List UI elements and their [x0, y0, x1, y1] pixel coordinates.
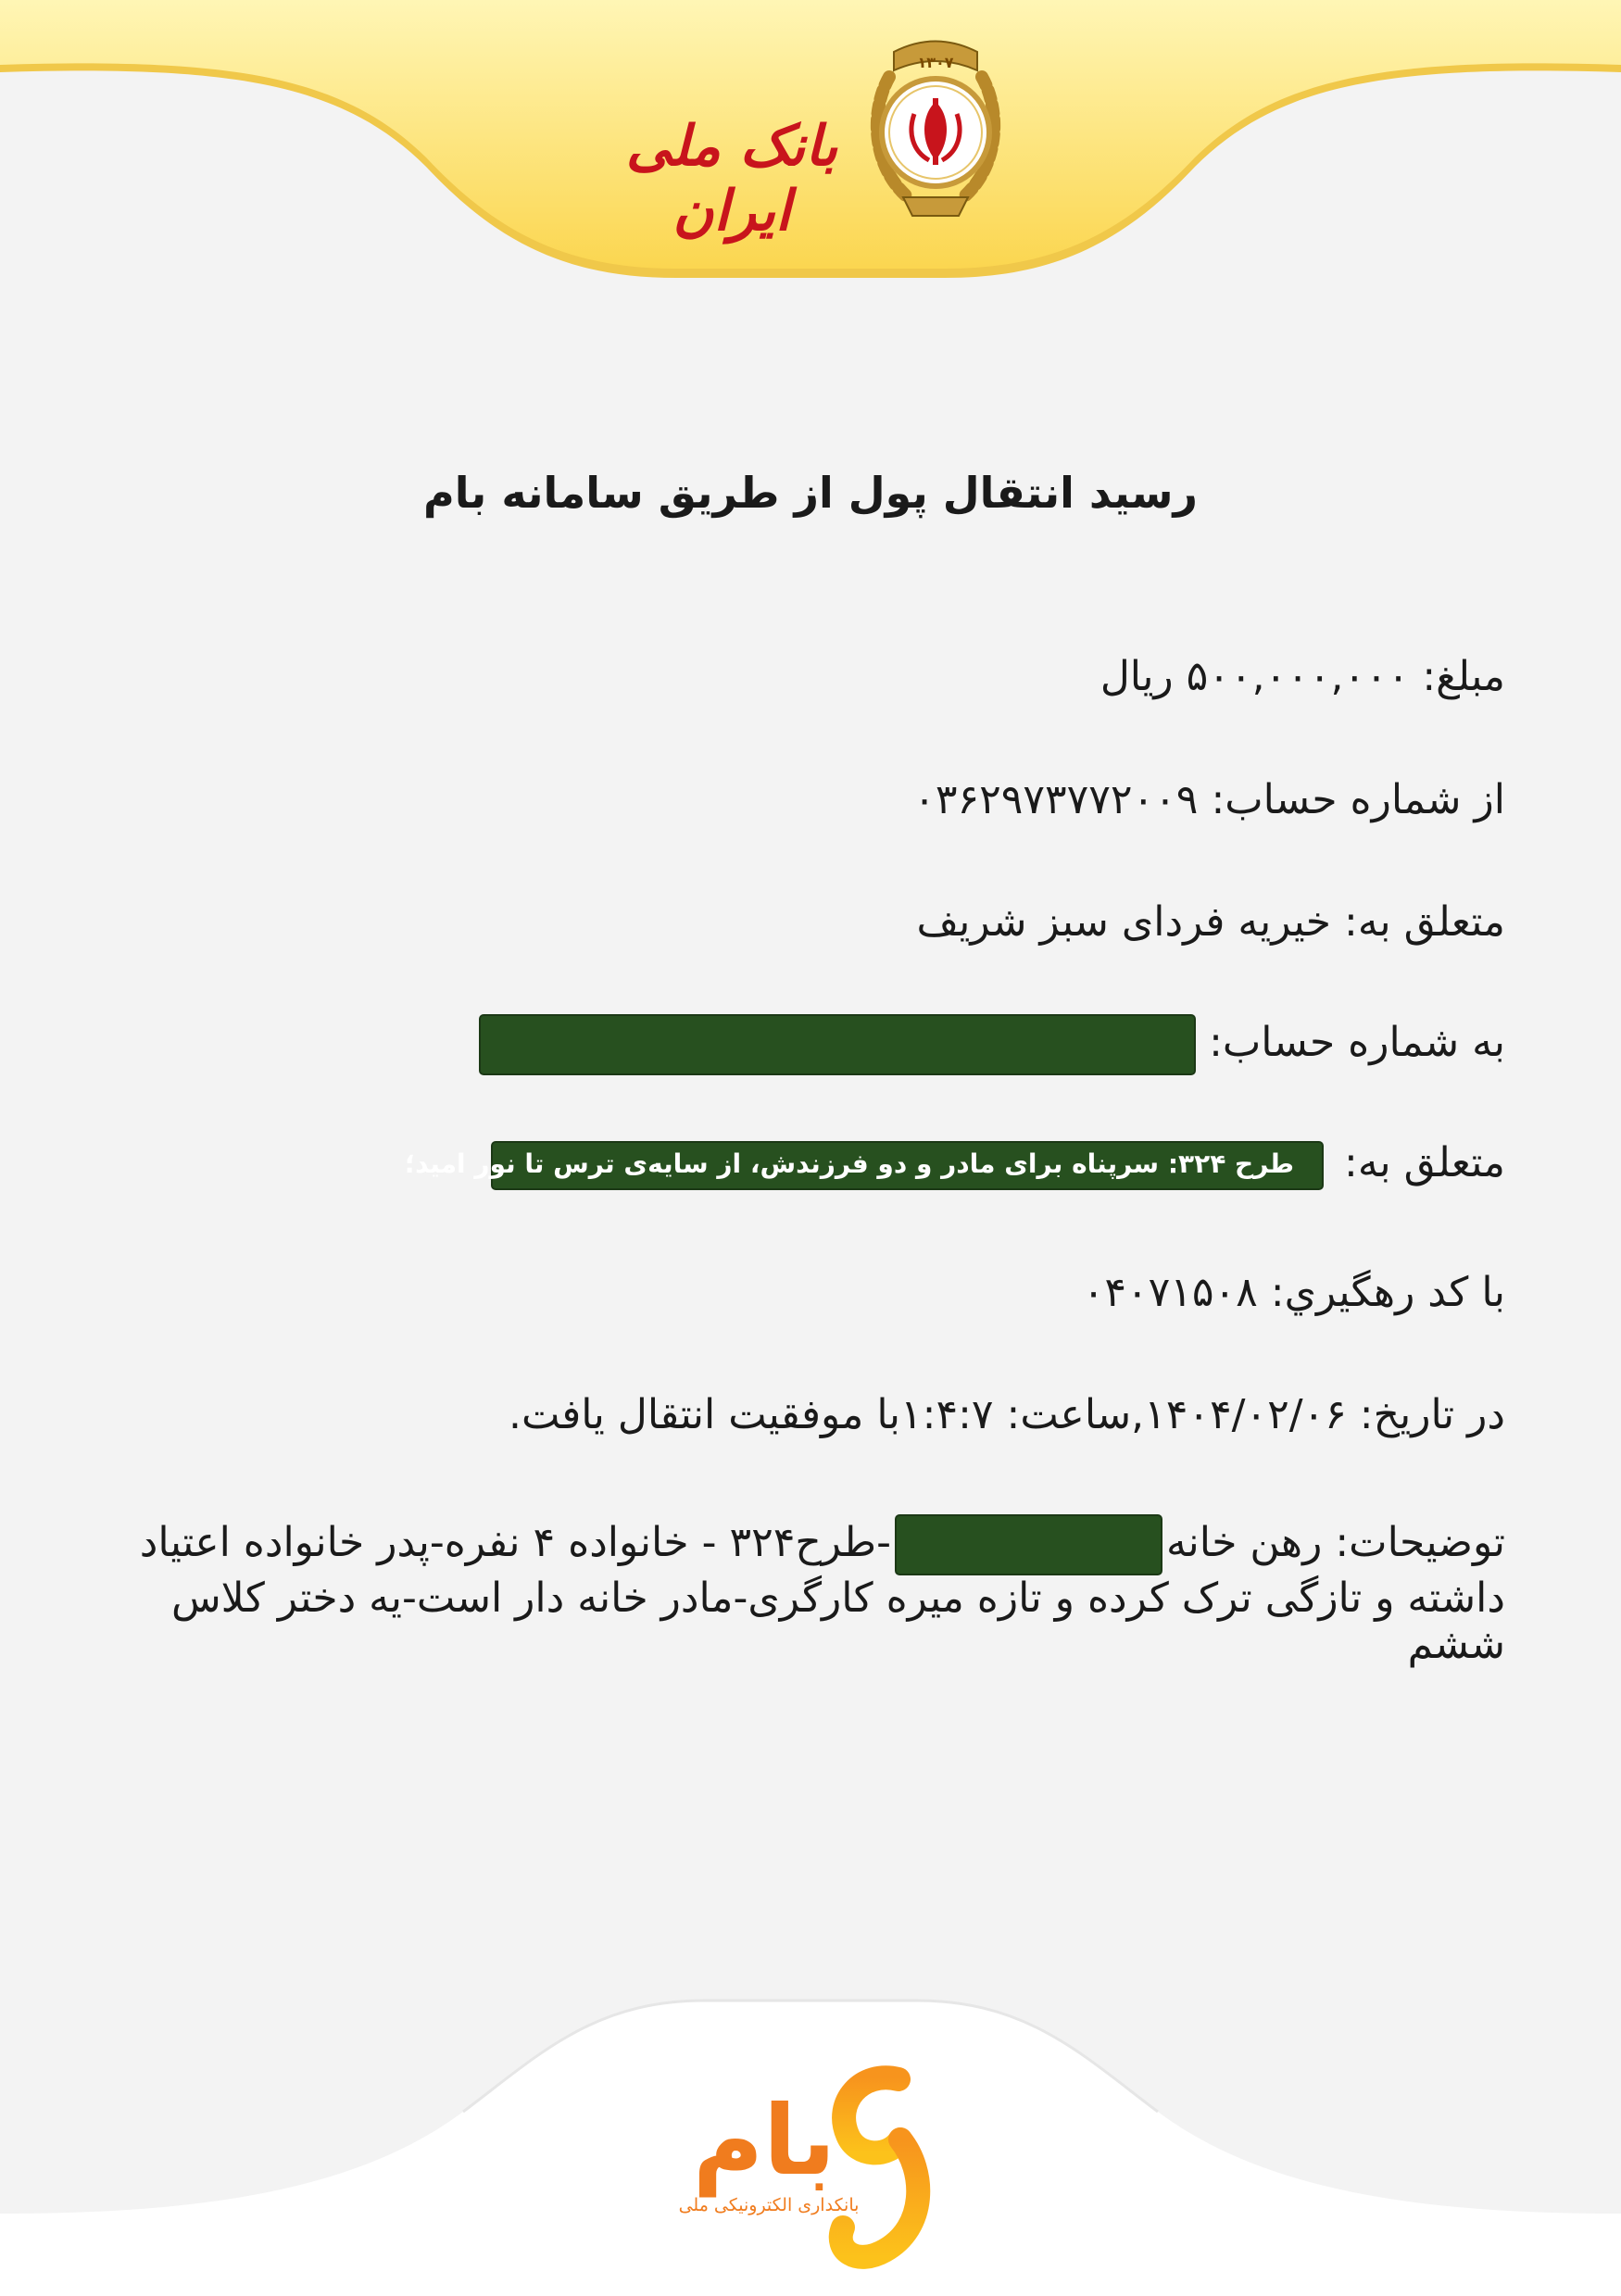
emblem-year: ۱۳۰۷ — [917, 54, 954, 71]
from-account-label: از شماره حساب: — [1211, 776, 1505, 823]
amount-row — [1100, 653, 1505, 700]
amount-value: ۵۰۰,۰۰۰,۰۰۰ ریال — [1100, 653, 1410, 700]
bank-name: بانک ملی ایران — [625, 114, 838, 244]
to-owner-row — [404, 1139, 1505, 1190]
tracking-row — [1083, 1269, 1505, 1316]
to-account-redaction — [479, 1014, 1196, 1075]
description-label: توضیحات: — [1335, 1519, 1505, 1566]
description — [116, 1514, 1505, 1668]
bank-logo — [611, 26, 1019, 244]
from-owner-label: متعلق به: — [1344, 898, 1505, 946]
to-owner-overlay: طرح ۳۲۴: سرپناه برای مادر و دو فرزندش، از سایه‌ی ترس تا نور امید؛ — [491, 1141, 1324, 1190]
from-account-value: ۰۳۶۲۹۷۳۷۷۲۰۰۹ — [913, 776, 1199, 823]
bank-emblem — [857, 26, 1014, 230]
date-row — [509, 1391, 1505, 1438]
bam-subtitle: بانکداری الکترونیکی ملی — [678, 2195, 860, 2215]
time-value: ۱:۴:۷ — [899, 1391, 994, 1438]
date-value: ۱۴۰۴/۰۲/۰۶ — [1144, 1391, 1347, 1438]
to-owner-label: متعلق به: — [1344, 1139, 1505, 1186]
success-text: با موفقیت انتقال یافت. — [509, 1391, 900, 1438]
description-part1: رهن خانه — [1165, 1519, 1323, 1566]
tracking-label: با کد رهگیري: — [1270, 1269, 1505, 1316]
from-owner-value: خیریه فردای سبز شریف — [916, 898, 1332, 946]
amount-label: مبلغ: — [1422, 653, 1505, 700]
description-part2: -طرح۳۲۴ - خانواده ۴ نفره-پدر خانواده اعتیاد داشته و تازگی ترک کرده و تازه میره کارگری-مادر خانه دار است-یه دختر کلاس ششم — [139, 1519, 1505, 1668]
description-redaction — [895, 1514, 1162, 1575]
page-title: رسید انتقال پول از طریق سامانه بام — [423, 468, 1198, 518]
bam-brand: بام — [692, 2084, 836, 2197]
time-label: ,ساعت: — [1006, 1391, 1145, 1438]
to-account-label: به شماره حساب: — [1209, 1019, 1505, 1066]
date-label: در تاریخ: — [1359, 1391, 1505, 1438]
from-owner-row — [917, 898, 1505, 946]
bam-logo — [658, 2051, 973, 2274]
from-account-row — [913, 776, 1505, 823]
to-account-row — [479, 1014, 1505, 1075]
tracking-value: ۰۴۰۷۱۵۰۸ — [1082, 1269, 1258, 1316]
